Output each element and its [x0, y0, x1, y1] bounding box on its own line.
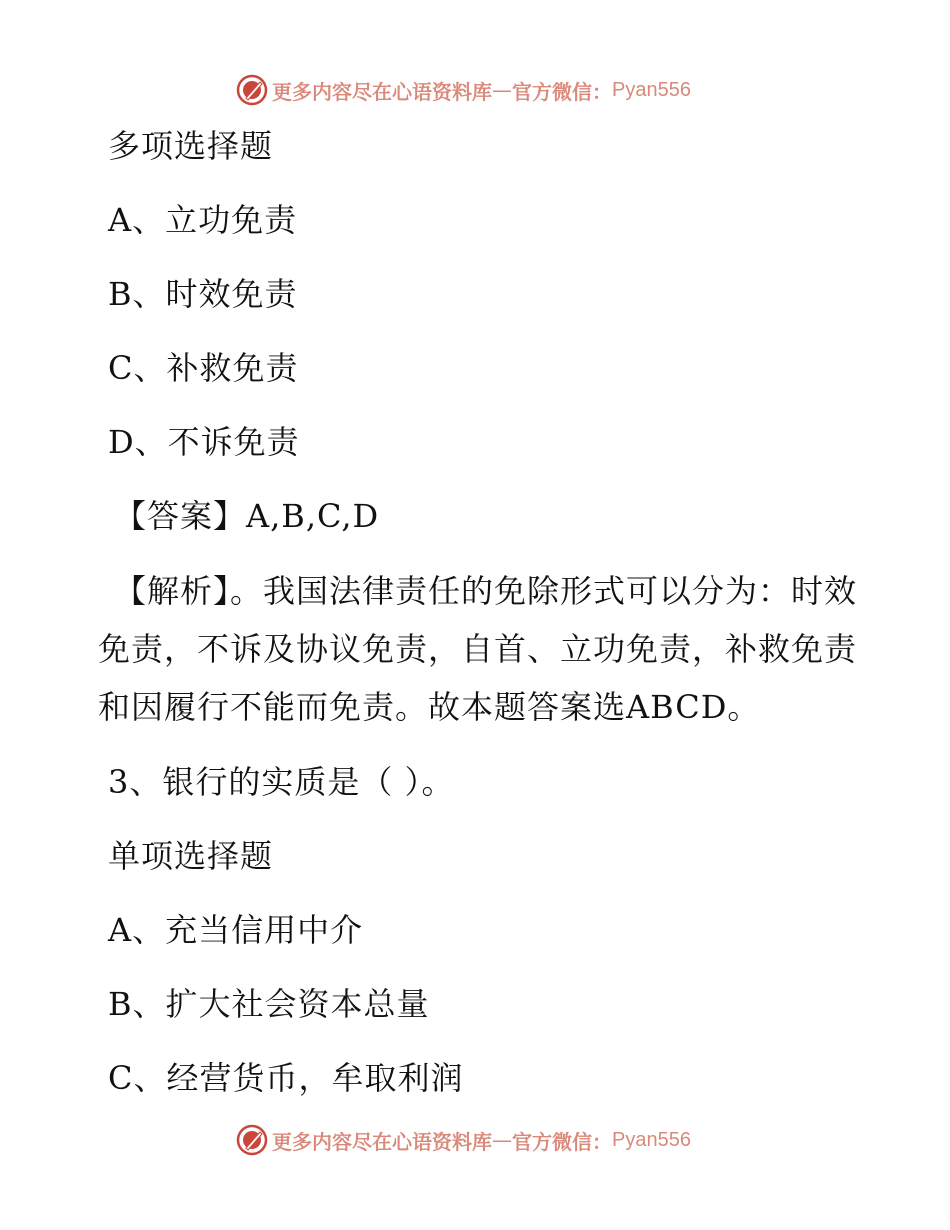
answer-line — [114, 496, 379, 536]
question-type: 单项选择题 — [108, 837, 274, 875]
banner-wechat-id: Pyan556 — [612, 1128, 691, 1151]
banner-text: 更多内容尽在心语资料库 — [272, 79, 492, 104]
option-b: B、扩大社会资本总量 — [108, 985, 430, 1023]
option-a: A、充当信用中介 — [108, 911, 364, 949]
footer-banner — [236, 1122, 691, 1158]
question-type: 多项选择题 — [108, 127, 274, 165]
banner-separator: — — [492, 1128, 512, 1152]
answer-value: A,B,C,D — [246, 497, 380, 535]
option-a: A、立功免责 — [108, 201, 298, 239]
pen-seal-icon — [236, 1124, 268, 1156]
analysis-paragraph — [98, 562, 858, 736]
option-c: C、补救免责 — [108, 349, 299, 387]
pen-seal-icon — [236, 74, 268, 106]
answer-label: 【答案】 — [114, 497, 247, 535]
banner-wechat-id: Pyan556 — [612, 78, 691, 101]
banner-separator: — — [492, 78, 512, 102]
option-c: C、经营货币，牟取利润 — [108, 1059, 464, 1097]
option-d: D、不诉免责 — [108, 423, 300, 461]
option-b: B、时效免责 — [108, 275, 298, 313]
banner-wechat-label: 官方微信： — [512, 79, 612, 104]
banner-wechat-label: 官方微信： — [512, 1129, 612, 1154]
header-banner — [236, 72, 691, 108]
question-stem: 3、银行的实质是（ ）。 — [108, 763, 455, 801]
analysis-label: 【解析】 — [114, 572, 231, 610]
banner-text: 更多内容尽在心语资料库 — [272, 1129, 492, 1154]
analysis-text: 。我国法律责任的免除形式可以分为：时效免责，不诉及协议免责，自首、立功免责，补救免责和因履行不能而免责。故本题答案选ABCD。 — [98, 572, 858, 726]
